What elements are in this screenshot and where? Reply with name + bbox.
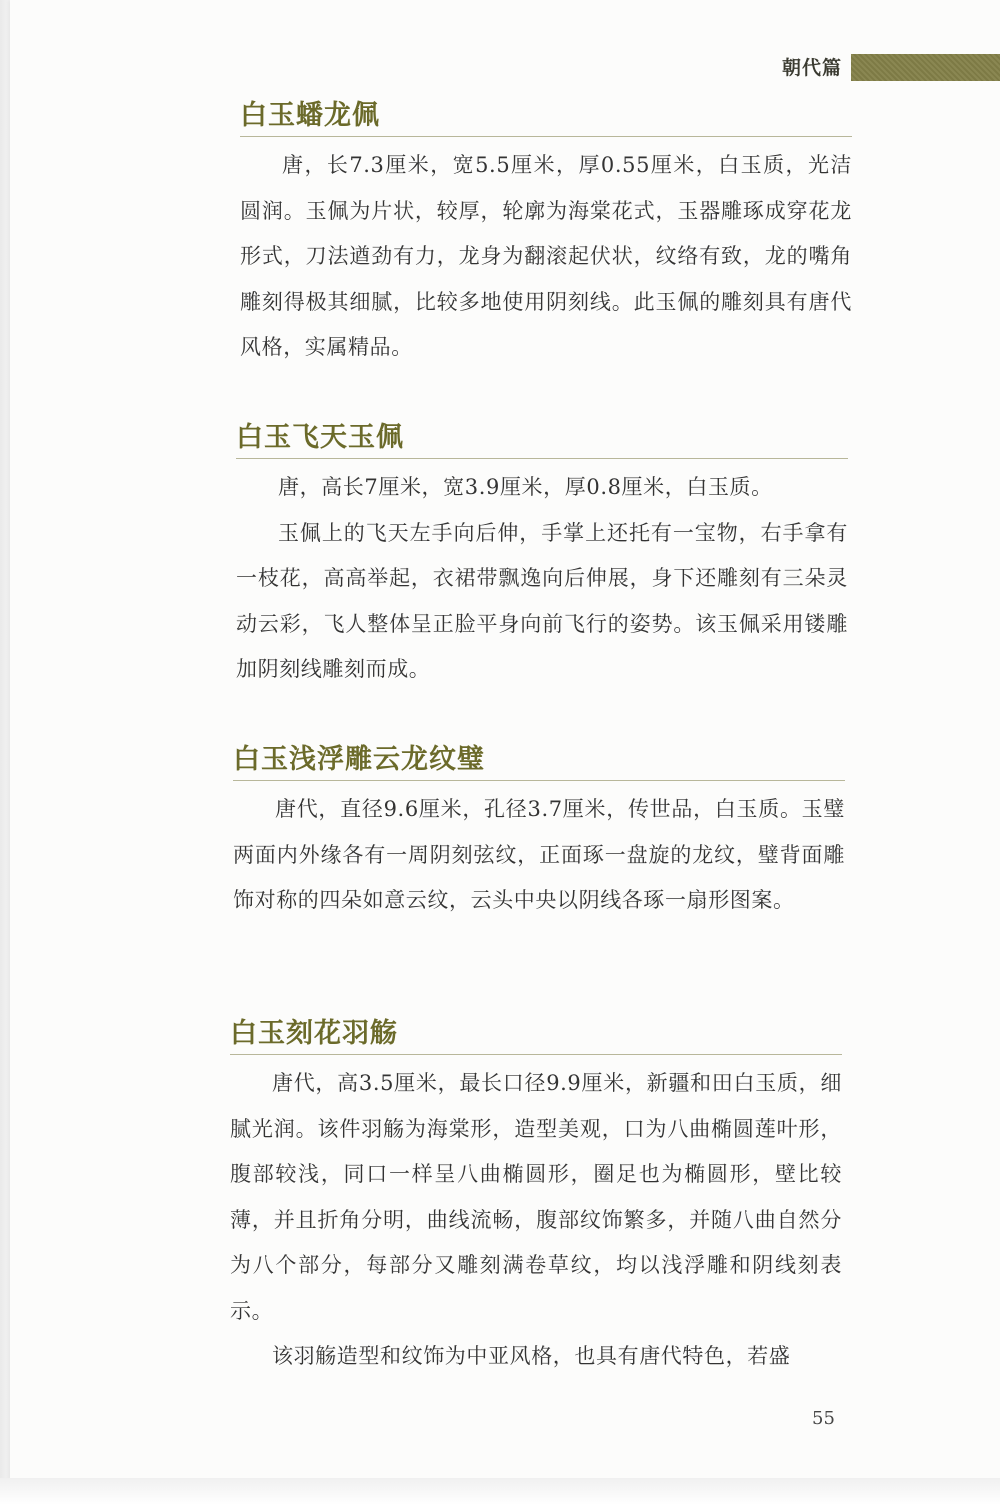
section-title: 白玉飞天玉佩 [236, 422, 404, 453]
section-title: 白玉浅浮雕云龙纹璧 [233, 744, 485, 775]
section-paragraph: 唐代，高3.5厘米，最长口径9.9厘米，新疆和田白玉质，细腻光润。该件羽觞为海棠形，造型美观，口为八曲椭圆莲叶形，腹部较浅，同口一样呈八曲椭圆形，圈足也为椭圆形，壁比较薄，并且折角分明，曲线流畅，腹部纹饰繁多，并随八曲自然分为八个部分，每部分又雕刻满卷草纹，均以浅浮雕和阴线刻表示。 [230, 1071, 842, 1323]
section-paragraph: 该羽觞造型和纹饰为中亚风格，也具有唐代特色，若盛 [272, 1344, 791, 1368]
section-baiyu-feitian-yupei [236, 418, 848, 693]
section-paragraph: 唐，高长7厘米，宽3.9厘米，厚0.8厘米，白玉质。 [278, 475, 773, 499]
section-divider [230, 1054, 842, 1055]
page-number: 55 [812, 1408, 835, 1429]
section-divider [240, 136, 852, 137]
running-header [760, 52, 852, 80]
page-bottom-edge [0, 1478, 1000, 1505]
section-divider [236, 458, 848, 459]
running-header-title: 朝代篇 [782, 56, 843, 79]
section-baiyu-yunlongwen-bi [233, 740, 845, 924]
section-baiyu-kehua-yushang [230, 1014, 842, 1380]
section-paragraph: 唐代，直径9.6厘米，孔径3.7厘米，传世品，白玉质。玉璧两面内外缘各有一周阴刻弦纹，正面琢一盘旋的龙纹，璧背面雕饰对称的四朵如意云纹，云头中央以阴线各琢一扇形图案。 [233, 797, 845, 912]
section-title: 白玉刻花羽觞 [230, 1018, 398, 1049]
section-baiyu-panlong-pei [240, 96, 852, 371]
section-divider [233, 780, 845, 781]
section-title: 白玉蟠龙佩 [240, 100, 380, 131]
section-paragraph: 玉佩上的飞天左手向后伸，手掌上还托有一宝物，右手拿有一枝花，高高举起，衣裙带飘逸向后伸展，身下还雕刻有三朵灵动云彩，飞人整体呈正脸平身向前飞行的姿势。该玉佩采用镂雕加阴刻线雕刻而成。 [236, 520, 848, 681]
running-header-bar [851, 54, 1000, 81]
section-paragraph: 唐，长7.3厘米，宽5.5厘米，厚0.55厘米，白玉质，光洁圆润。玉佩为片状，较厚，轮廓为海棠花式，玉器雕琢成穿花龙形式，刀法遒劲有力，龙身为翻滚起伏状，纹络有致，龙的嘴角雕刻得极其细腻，比较多地使用阴刻线。此玉佩的雕刻具有唐代风格，实属精品。 [240, 153, 852, 359]
